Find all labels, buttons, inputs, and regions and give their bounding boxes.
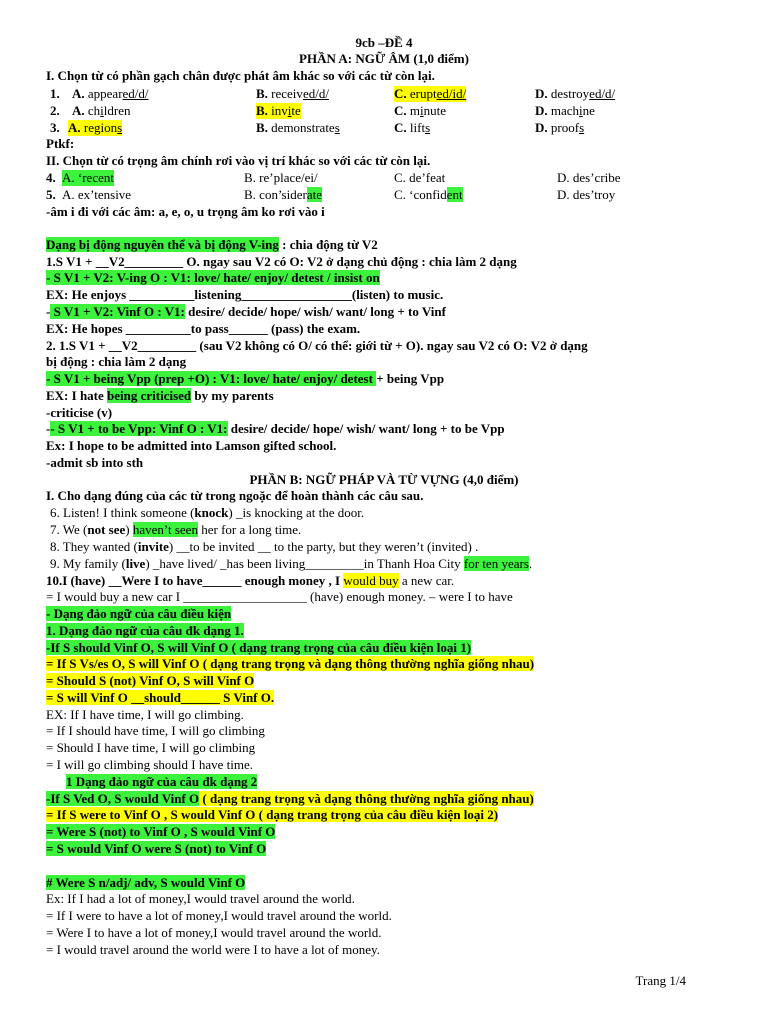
exercise-6: 6. Listen! I think someone (knock) _is knocking at the door. xyxy=(50,505,365,520)
exercise-9: 9. My family (live) _have lived/ _has been living_________in Thanh Hoa City for ten years. xyxy=(50,556,533,571)
inversion-example: Ex: If I had a lot of money,I would travel around the world. xyxy=(46,891,355,906)
option: D. machine xyxy=(535,103,595,118)
inversion-example: = If I were to have a lot of money,I would travel around the world. xyxy=(46,908,392,923)
option: D. des’troy xyxy=(557,187,616,202)
exam-code: 9cb –ĐỀ 4 xyxy=(355,35,413,50)
grammar-title: Dạng bị động nguyên thể và bị động V-ing : chia động từ V2 xyxy=(46,237,378,252)
exercise-10-rewrite: = I would buy a new car I ___________________ (have) enough money. – were I to have xyxy=(46,589,513,604)
document-page: 9cb –ĐỀ 4 PHẦN A: NGỮ ÂM (1,0 điểm) I. Chọn từ có phần gạch chân được phát âm khác so với các từ còn lại. 1. A. appeared/d/ B. received/d/ C. erupted/id/ D. destroyed/d/ 2. A. children B. invite C. minute D. machine 3. A. regions B. demonstrates C. lifts D. proofs Ptkf: II. Chọn từ có trọng âm chính rơi vào vị trí khác so với các từ còn lại. 4. A. ‘recent B. re’place/ei/ C. de’feat D. des’cribe 5. A. ex’tensive B. con’siderate C. ‘confident D. des’troy -âm i đi với các âm: a, e, o, u trọng âm ko rơi vào i Dạng bị động nguyên thể và bị động V-ing : chia động từ V2 1.S V1 + __V2_________ O. ngay sau V2 có O: V2 ở dạng chủ động : chia làm 2 dạng - S V1 + V2: V-ing O : V1: love/ hate/ enjoy/ detest / insist on EX: He enjoys __________listening_________________(listen) to music. - S V1 + V2: Vinf O : V1: desire/ decide/ hope/ wish/ want/ long + to Vinf EX: He hopes __________to pass______ (pass) the exam. 2. 1.S V1 + __V2_________ (sau V2 không có O/ có thể: giới từ + O). ngay sau V2 có O: V2 ở dạng bị động : chia làm 2 dạng - S V1 + being Vpp (prep +O) : V1: love/ hate/ enjoy/ detest + being Vpp EX: I hate being criticised by my parents -criticise (v) -- S V1 + to be Vpp: Vinf O : V1: desire/ decide/ hope/ wish/ want/ long + to be Vpp Ex: I hope to be admitted into Lamson gifted school. -admit sb into sth PHẦN B: NGỮ PHÁP VÀ TỪ VỰNG (4,0 điểm) I. Cho dạng đúng của các từ trong ngoặc để hoàn thành các câu sau. 6. Listen! I think someone (knock) _is knocking at the door. 7. We (not see) haven’t seen her for a long time. 8. They wanted (invite) __to be invited __ to the party, but they weren’t (invited) . 9. My family (live) _have lived/ _has been living_________in Thanh Hoa City for ten years. 10.I (have) __Were I to have______ enough money , I would buy a new car. = I would buy a new car I ___________________ (have) enough money. – were I to have - Dạng đảo ngữ của câu điều kiện 1. Dạng đảo ngữ của câu đk dạng 1. -If S should Vinf O, S will Vinf O ( dạng trang trọng của câu điều kiện loại 1) = If S Vs/es O, S will Vinf O ( dạng trang trọng và dạng thông thường nghĩa giống nhau) = Should S (not) Vinf O, S will Vinf O = S will Vinf O __should______ S Vinf O. EX: If I have time, I will go climbing. = If I should have time, I will go climbing = Should I have time, I will go climbing = I will go climbing should I have time. 1 Dạng đảo ngữ của câu đk dạng 2 -If S Ved O, S would Vinf O ( dạng trang trọng và dạng thông thường nghĩa giống nhau) = If S were to Vinf O , S would Vinf O ( dạng trang trọng của câu điều kiện loại 2) = Were S (not) to Vinf O , S would Vinf O = S would Vinf O were S (not) to Vinf O # Were S n/adj/ adv, S would Vinf O Ex: If I had a lot of money,I would travel around the world. = If I were to have a lot of money,I would travel around the world. = Were I to have a lot of money,I would travel around the world. = I would travel around the world were I to have a lot of money. Trang 1/4 xyxy=(0,0,768,1024)
inversion-rule: -If S Ved O, S would Vinf O ( dạng trang trọng và dạng thông thường nghĩa giống nhau) xyxy=(46,791,534,806)
ptkf-label: Ptkf: xyxy=(46,136,75,151)
exercise-7: 7. We (not see) haven’t seen her for a long time. xyxy=(50,522,302,537)
inversion-subtitle: 1. Dạng đảo ngữ của câu đk dạng 1. xyxy=(46,623,244,638)
option: D. des’cribe xyxy=(557,170,621,185)
inversion-example: = Were I to have a lot of money,I would travel around the world. xyxy=(46,925,382,940)
option: A. appeared/d/ xyxy=(72,86,149,101)
option: C. lifts xyxy=(394,120,431,135)
inversion-rule: # Were S n/adj/ adv, S would Vinf O xyxy=(46,875,246,890)
grammar-example: EX: I hate being criticised by my parents xyxy=(46,388,274,403)
inversion-example: = I would travel around the world were I to have a lot of money. xyxy=(46,942,380,957)
grammar-line: - S V1 + being Vpp (prep +O) : V1: love/ hate/ enjoy/ detest + being Vpp xyxy=(46,371,445,386)
grammar-line: 1.S V1 + __V2_________ O. ngay sau V2 có O: V2 ở dạng chủ động : chia làm 2 dạng xyxy=(46,254,517,269)
inversion-example: = I will go climbing should I have time. xyxy=(46,757,253,772)
grammar-example: EX: He enjoys __________listening_________________(listen) to music. xyxy=(46,287,444,302)
grammar-example: EX: He hopes __________to pass______ (pass) the exam. xyxy=(46,321,361,336)
grammar-line: bị động : chia làm 2 dạng xyxy=(46,354,187,369)
inversion-example: = Should I have time, I will go climbing xyxy=(46,740,256,755)
option: B. demonstrates xyxy=(256,120,340,135)
option-highlighted: B. invite xyxy=(256,103,301,118)
note-i: -âm i đi với các âm: a, e, o, u trọng âm ko rơi vào i xyxy=(46,204,325,219)
option-highlighted: A. ‘recent xyxy=(62,170,114,185)
inversion-rule: = Should S (not) Vinf O, S will Vinf O xyxy=(46,673,255,688)
question-1-instruction: I. Chọn từ có phần gạch chân được phát âm khác so với các từ còn lại. xyxy=(46,68,435,83)
option: C. ‘confident xyxy=(394,187,463,202)
option: B. con’siderate xyxy=(244,187,322,202)
inversion-rule: = If S were to Vinf O , S would Vinf O ( dạng trang trọng của câu điều kiện loại 2) xyxy=(46,807,499,822)
option-highlighted: C. erupted/id/ xyxy=(394,86,467,101)
option: C. de’feat xyxy=(394,170,446,185)
option: D. proofs xyxy=(535,120,585,135)
question-2-instruction: II. Chọn từ có trọng âm chính rơi vào vị trí khác so với các từ còn lại. xyxy=(46,153,431,168)
exercise-8: 8. They wanted (invite) __to be invited __ to the party, but they weren’t (invited) . xyxy=(50,539,479,554)
option: C. minute xyxy=(394,103,447,118)
inversion-rule: = S will Vinf O __should______ S Vinf O. xyxy=(46,690,275,705)
option: D. destroyed/d/ xyxy=(535,86,616,101)
inversion-example: = If I should have time, I will go climbing xyxy=(46,723,265,738)
page-number: Trang 1/4 xyxy=(635,973,686,988)
exercise-10: 10.I (have) __Were I to have______ enough money , I would buy a new car. xyxy=(46,573,455,588)
option: B. received/d/ xyxy=(256,86,329,101)
inversion-rule: = Were S (not) to Vinf O , S would Vinf O xyxy=(46,824,276,839)
part-b-instruction: I. Cho dạng đúng của các từ trong ngoặc để hoàn thành các câu sau. xyxy=(46,488,424,503)
grammar-example: Ex: I hope to be admitted into Lamson gifted school. xyxy=(46,438,337,453)
option: A. children xyxy=(72,103,131,118)
inversion-rule: = S would Vinf O were S (not) to Vinf O xyxy=(46,841,267,856)
part-b-title: PHẦN B: NGỮ PHÁP VÀ TỪ VỰNG (4,0 điểm) xyxy=(249,472,519,487)
inversion-example: EX: If I have time, I will go climbing. xyxy=(46,707,244,722)
grammar-line: 2. 1.S V1 + __V2_________ (sau V2 không có O/ có thể: giới từ + O). ngay sau V2 có O: V2 ở dạng xyxy=(46,338,588,353)
inversion-rule: = If S Vs/es O, S will Vinf O ( dạng trang trọng và dạng thông thường nghĩa giống nhau) xyxy=(46,656,535,671)
option-highlighted: A. regions xyxy=(68,120,123,135)
option: A. ex’tensive xyxy=(62,187,132,202)
grammar-line: -admit sb into sth xyxy=(46,455,144,470)
grammar-line: -- S V1 + to be Vpp: Vinf O : V1: desire/ decide/ hope/ wish/ want/ long + to be Vpp xyxy=(46,421,505,436)
option: B. re’place/ei/ xyxy=(244,170,318,185)
part-a-title: PHẦN A: NGỮ ÂM (1,0 điểm) xyxy=(299,51,469,66)
grammar-line: - S V1 + V2: Vinf O : V1: desire/ decide/ hope/ wish/ want/ long + to Vinf xyxy=(46,304,446,319)
inversion-subtitle-2: 1 Dạng đảo ngữ của câu đk dạng 2 xyxy=(66,774,258,789)
inversion-rule: -If S should Vinf O, S will Vinf O ( dạng trang trọng của câu điều kiện loại 1) xyxy=(46,640,472,655)
grammar-line: - S V1 + V2: V-ing O : V1: love/ hate/ enjoy/ detest / insist on xyxy=(46,270,380,285)
grammar-line: -criticise (v) xyxy=(46,405,113,420)
inversion-title: - Dạng đảo ngữ của câu điều kiện xyxy=(46,606,232,621)
